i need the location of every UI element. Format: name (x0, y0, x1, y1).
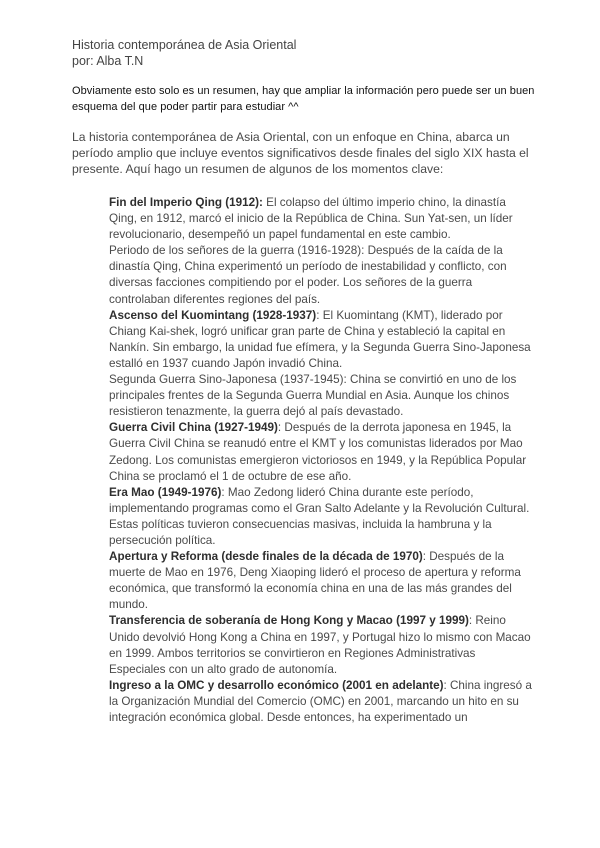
event-text: : Después de la muerte de Mao en 1976, Deng Xiaoping lideró el proceso de apertura y reforma económica, que transformó la economía china en una de las más grandes del mundo. (109, 550, 521, 612)
event-title: Guerra Civil China (1927-1949) (109, 421, 278, 435)
document-author: por: Alba T.N (72, 54, 144, 68)
event-item (109, 308, 534, 372)
event-text: : Reino Unido devolvió Hong Kong a China en 1997, y Portugal hizo lo mismo con Macao en 1999. Ambos territorios se convirtieron en Regiones Administrativas Especiales con un alto grado de autonomía. (109, 614, 531, 676)
event-title: Ingreso a la OMC y desarrollo económico (2001 en adelante) (109, 678, 444, 692)
event-item (109, 678, 534, 726)
event-title: Apertura y Reforma (desde finales de la década de 1970) (109, 550, 423, 564)
intro-paragraph: La historia contemporánea de Asia Oriental, con un enfoque en China, abarca un período amplio que incluye eventos significativos desde finales del siglo XIX hasta el presente. Aquí hago un resumen de algunos de los momentos clave: (72, 130, 529, 177)
event-item (109, 195, 534, 243)
event-item (109, 420, 534, 484)
document-header (72, 37, 296, 69)
event-item (109, 372, 534, 420)
event-title: Transferencia de soberanía de Hong Kong y Macao (1997 y 1999) (109, 614, 469, 628)
event-item (109, 243, 534, 307)
event-item (109, 549, 534, 613)
event-text: Segunda Guerra Sino-Japonesa (1937-1945): China se convirtió en uno de los principales frentes de la Segunda Guerra Mundial en Asia. Aunque los chinos resistieron tenazmente, la guerra dejó al país devastado. (109, 373, 517, 419)
event-title: Era Mao (1949-1976) (109, 485, 222, 499)
document-title: Historia contemporánea de Asia Oriental (72, 38, 297, 52)
event-title: Ascenso del Kuomintang (1928-1937) (109, 308, 317, 322)
event-text: : Después de la derrota japonesa en 1945, la Guerra Civil China se reanudó entre el KMT y los comunistas liderados por Mao Zedong. Los comunistas emergieron victoriosos en 1949, y la República Popular China se proclamó el 1 de octubre de ese año. (109, 421, 527, 483)
event-text: : El Kuomintang (KMT), liderado por Chiang Kai-shek, logró unificar gran parte de China y estableció la capital en Nankín. Sin embargo, la unidad fue efímera, y la Segunda Guerra Sino-Japonesa estalló en 1937 cuando Japón invadió China. (109, 308, 531, 370)
event-item (109, 613, 534, 677)
events-list (109, 195, 534, 726)
event-text: El colapso del último imperio chino, la dinastía Qing, en 1912, marcó el inicio de la República de China. Sun Yat-sen, un líder revolucionario, desempeñó un papel fundamental en este cambio. (109, 196, 513, 242)
event-text: : Mao Zedong lideró China durante este período, implementando programas como el Gran Salto Adelante y la Revolución Cultural. Estas políticas tuvieron consecuencias masivas, incluida la hambruna y la persecución política. (109, 485, 530, 547)
event-text: : China ingresó a la Organización Mundial del Comercio (OMC) en 2001, marcando un hito en su integración económica global. Desde entonces, ha experimentado un (109, 678, 532, 724)
event-title: Fin del Imperio Qing (1912): (109, 196, 263, 209)
event-text: Periodo de los señores de la guerra (1916-1928): Después de la caída de la dinastía Qing, China experimentó un período de inestabilidad y conflicto, con diversas facciones compitiendo por el poder. Los señores de la guerra controlaban diferentes regiones del país. (109, 244, 507, 306)
summary-note: Obviamente esto solo es un resumen, hay que ampliar la información pero puede ser un buen esquema del que poder partir para estudiar ^^ (72, 85, 535, 113)
event-item (109, 485, 534, 549)
